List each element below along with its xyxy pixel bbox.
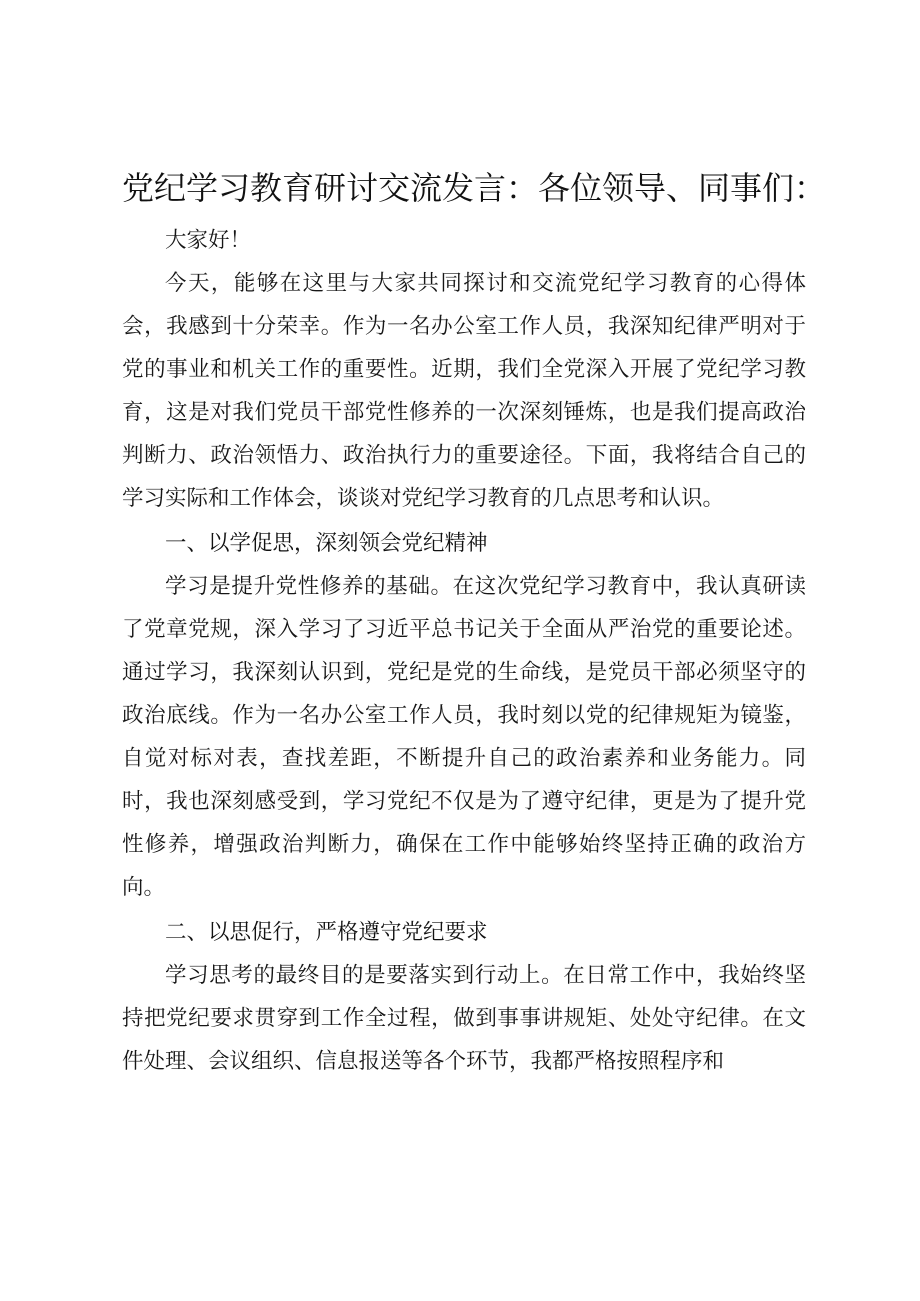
section-paragraph-1: 学习是提升党性修养的基础。在这次党纪学习教育中，我认真研读了党章党规，深入学习了习近平总书记关于全面从严治党的重要论述。通过学习，我深刻认识到，党纪是党的生命线，是党员干部必须坚守的政治底线。作为一名办公室工作人员，我时刻以党的纪律规矩为镜鉴，自觉对标对表，查找差距，不断提升自己的政治素养和业务能力。同时，我也深刻感受到，学习党纪不仅是为了遵守纪律，更是为了提升党性修养，增强政治判断力，确保在工作中能够始终坚持正确的政治方向。 [122,574,806,900]
intro-paragraph: 今天，能够在这里与大家共同探讨和交流党纪学习教育的心得体会，我感到十分荣幸。作为一名办公室工作人员，我深知纪律严明对于党的事业和机关工作的重要性。近期，我们全党深入开展了党纪学习教育，这是对我们党员干部党性修养的一次深刻锤炼，也是我们提高政治判断力、政治领悟力、政治执行力的重要途径。下面，我将结合自己的学习实际和工作体会，谈谈对党纪学习教育的几点思考和认识。 [122,271,806,511]
section-heading-2: 二、以思促行，严格遵守党纪要求 [165,920,488,945]
section-heading-1: 一、以学促思，深刻领会党纪精神 [165,531,488,556]
greeting-paragraph: 大家好！ [165,228,252,253]
document-body [122,219,806,1083]
document-title: 党纪学习教育研讨交流发言：各位领导、同事们： [122,169,827,207]
section-paragraph-2: 学习思考的最终目的是要落实到行动上。在日常工作中，我始终坚持把党纪要求贯穿到工作全过程，做到事事讲规矩、处处守纪律。在文件处理、会议组织、信息报送等各个环节，我都严格按照程序和 [122,963,806,1074]
